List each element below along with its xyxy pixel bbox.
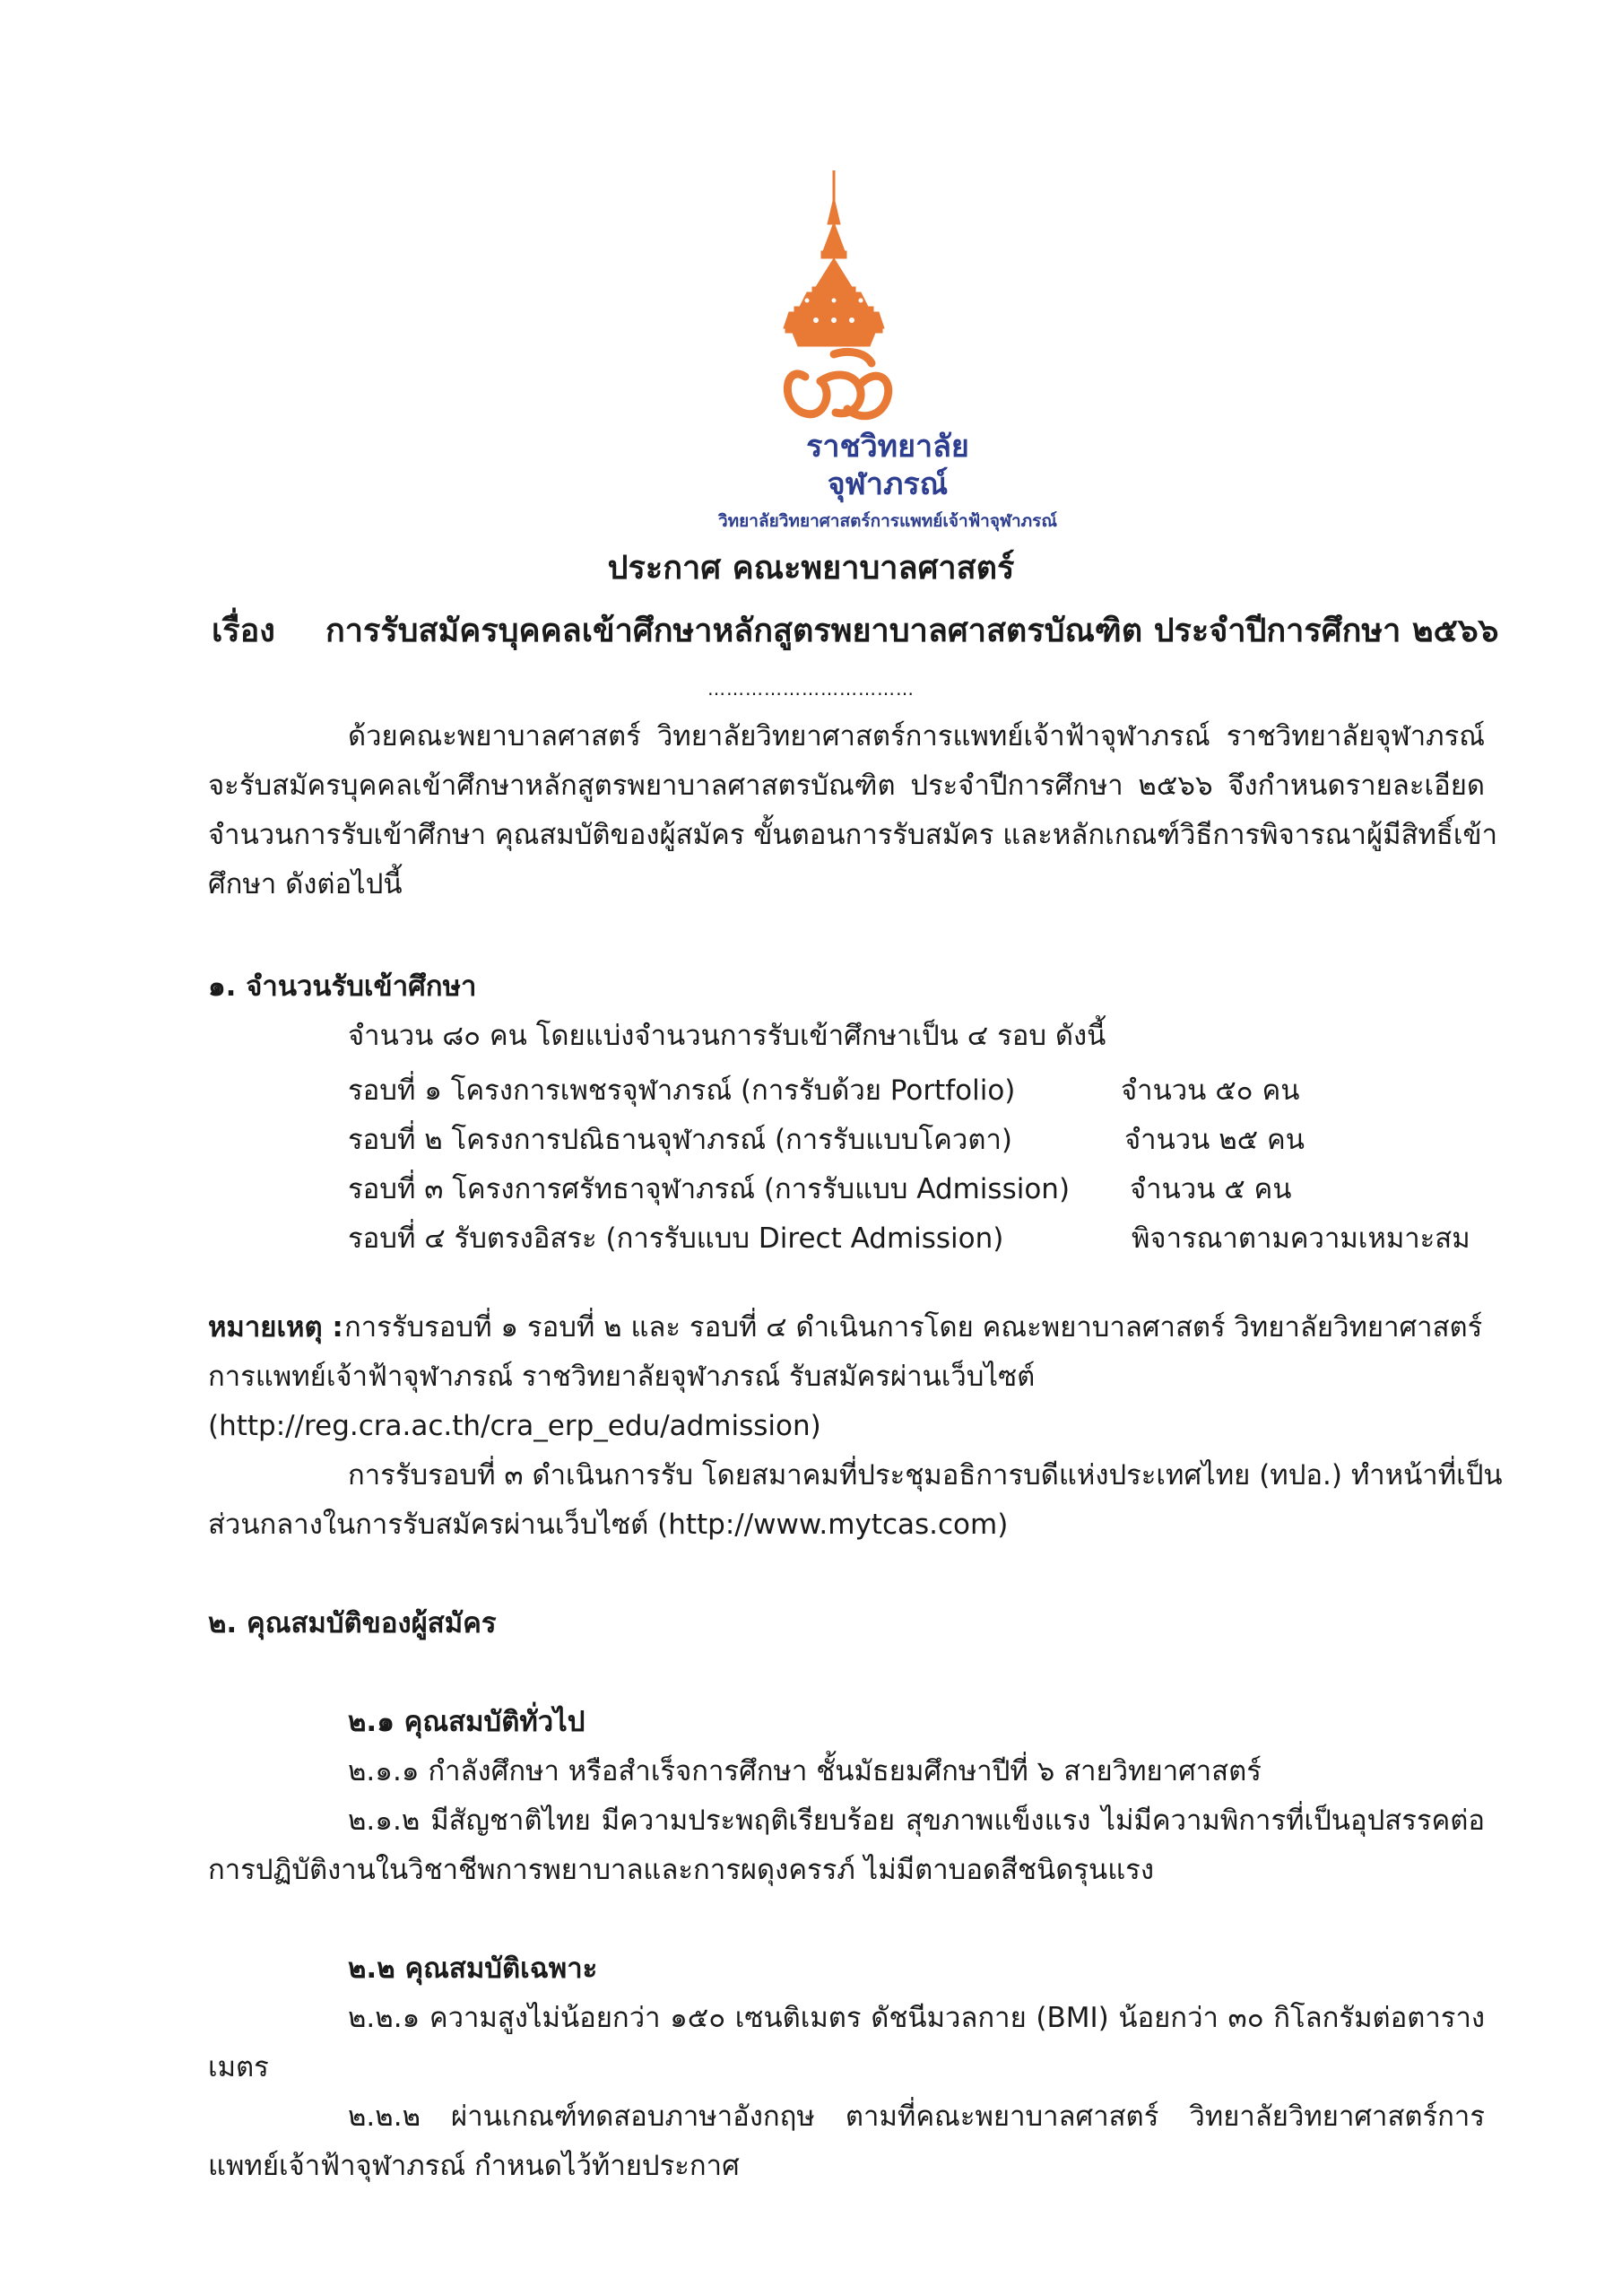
item-2-2-1-line-1: ๒.๒.๑ ความสูงไม่น้อยกว่า ๑๕๐ เซนติเมตร ดัชนีมวลกาย (BMI) น้อยกว่า ๓๐ กิโลกรัมต่อตาราง xyxy=(348,2002,1485,2034)
section-2-1-heading: ๒.๑ คุณสมบัติทั่วไป xyxy=(348,1706,585,1738)
note-line-5: ส่วนกลางในการรับสมัครผ่านเว็บไซต์ (http://www.mytcas.com) xyxy=(208,1509,1009,1541)
section-1-summary: จำนวน ๘๐ คน โดยแบ่งจำนวนการรับเข้าศึกษาเป็น ๔ รอบ ดังนี้ xyxy=(348,1020,1106,1052)
round-3-amount: จำนวน ๕ คน xyxy=(1130,1173,1292,1205)
intro-line-2: จะรับสมัครบุคคลเข้าศึกษาหลักสูตรพยาบาลศาสตรบัณฑิต ประจำปีการศึกษา ๒๕๖๖ จึงกำหนดรายละเอียด xyxy=(208,770,1485,802)
item-2-1-2-line-2: การปฏิบัติงานในวิชาชีพการพยาบาลและการผดุงครรภ์ ไม่มีตาบอดสีชนิดรุนแรง xyxy=(208,1854,1154,1886)
note-line-2: การแพทย์เจ้าฟ้าจุฬาภรณ์ ราชวิทยาลัยจุฬาภรณ์ รับสมัครผ่านเว็บไซต์ xyxy=(208,1361,1036,1393)
round-4-label: รอบที่ ๔ รับตรงอิสระ (การรับแบบ Direct Admission) xyxy=(348,1222,1004,1255)
section-1-heading: ๑. จำนวนรับเข้าศึกษา xyxy=(208,970,477,1003)
section-2-2-heading: ๒.๒ คุณสมบัติเฉพาะ xyxy=(348,1952,598,1985)
note-label: หมายเหตุ : xyxy=(208,1311,343,1344)
item-2-1-2-line-1: ๒.๑.๒ มีสัญชาติไทย มีความประพฤติเรียบร้อย สุขภาพแข็งแรง ไม่มีความพิการที่เป็นอุปสรรคต่อ xyxy=(348,1805,1485,1837)
item-2-1-1: ๒.๑.๑ กำลังศึกษา หรือสำเร็จการศึกษา ชั้นมัธยมศึกษาปีที่ ๖ สายวิทยาศาสตร์ xyxy=(348,1755,1262,1787)
round-1-label: รอบที่ ๑ โครงการเพชรจุฬาภรณ์ (การรับด้วย Portfolio) xyxy=(348,1074,1016,1107)
round-4-amount: พิจารณาตามความเหมาะสม xyxy=(1132,1222,1470,1255)
round-3-label: รอบที่ ๓ โครงการศรัทธาจุฬาภรณ์ (การรับแบบ Admission) xyxy=(348,1173,1071,1205)
round-1-amount: จำนวน ๕๐ คน xyxy=(1121,1074,1300,1107)
note-line-4: การรับรอบที่ ๓ ดำเนินการรับ โดยสมาคมที่ประชุมอธิการบดีแห่งประเทศไทย (ทปอ.) ทำหน้าที่เป็น xyxy=(348,1459,1503,1492)
announcement-title: ประกาศ คณะพยาบาลศาสตร์ xyxy=(607,550,1015,587)
item-2-2-1-line-2: เมตร xyxy=(208,2051,269,2083)
divider-dots: …………………………… xyxy=(707,678,915,700)
section-2-heading: ๒. คุณสมบัติของผู้สมัคร xyxy=(208,1607,497,1639)
item-2-2-2-line-1: ๒.๒.๒ ผ่านเกณฑ์ทดสอบภาษาอังกฤษ ตามที่คณะพยาบาลศาสตร์ วิทยาลัยวิทยาศาสตร์การ xyxy=(348,2100,1485,2133)
logo-line-2: จุฬาภรณ์ xyxy=(827,466,949,502)
intro-line-1: ด้วยคณะพยาบาลศาสตร์ วิทยาลัยวิทยาศาสตร์การแพทย์เจ้าฟ้าจุฬาภรณ์ ราชวิทยาลัยจุฬาภรณ์ xyxy=(348,720,1485,752)
round-2-amount: จำนวน ๒๕ คน xyxy=(1124,1124,1305,1156)
round-2-label: รอบที่ ๒ โครงการปณิธานจุฬาภรณ์ (การรับแบบโควตา) xyxy=(348,1124,1012,1156)
intro-line-4: ศึกษา ดังต่อไปนี้ xyxy=(208,868,403,900)
logo-line-1: ราชวิทยาลัย xyxy=(806,429,969,465)
intro-line-3: จำนวนการรับเข้าศึกษา คุณสมบัติของผู้สมัคร ขั้นตอนการรับสมัคร และหลักเกณฑ์วิธีการพิจารณาผู้มีสิทธิ์เข้า xyxy=(208,819,1498,851)
note-line-3: (http://reg.cra.ac.th/cra_erp_edu/admission) xyxy=(208,1410,821,1442)
subject-text: การรับสมัครบุคคลเข้าศึกษาหลักสูตรพยาบาลศาสตรบัณฑิต ประจำปีการศึกษา ๒๕๖๖ xyxy=(325,613,1499,649)
note-line-1: การรับรอบที่ ๑ รอบที่ ๒ และ รอบที่ ๔ ดำเนินการโดย คณะพยาบาลศาสตร์ วิทยาลัยวิทยาศาสตร์ xyxy=(344,1311,1483,1344)
subject-label: เรื่อง xyxy=(212,613,275,649)
logo-line-3: วิทยาลัยวิทยาศาสตร์การแพทย์เจ้าฟ้าจุฬาภรณ์ xyxy=(717,511,1057,531)
item-2-2-2-line-2: แพทย์เจ้าฟ้าจุฬาภรณ์ กำหนดไว้ท้ายประกาศ xyxy=(208,2150,740,2182)
